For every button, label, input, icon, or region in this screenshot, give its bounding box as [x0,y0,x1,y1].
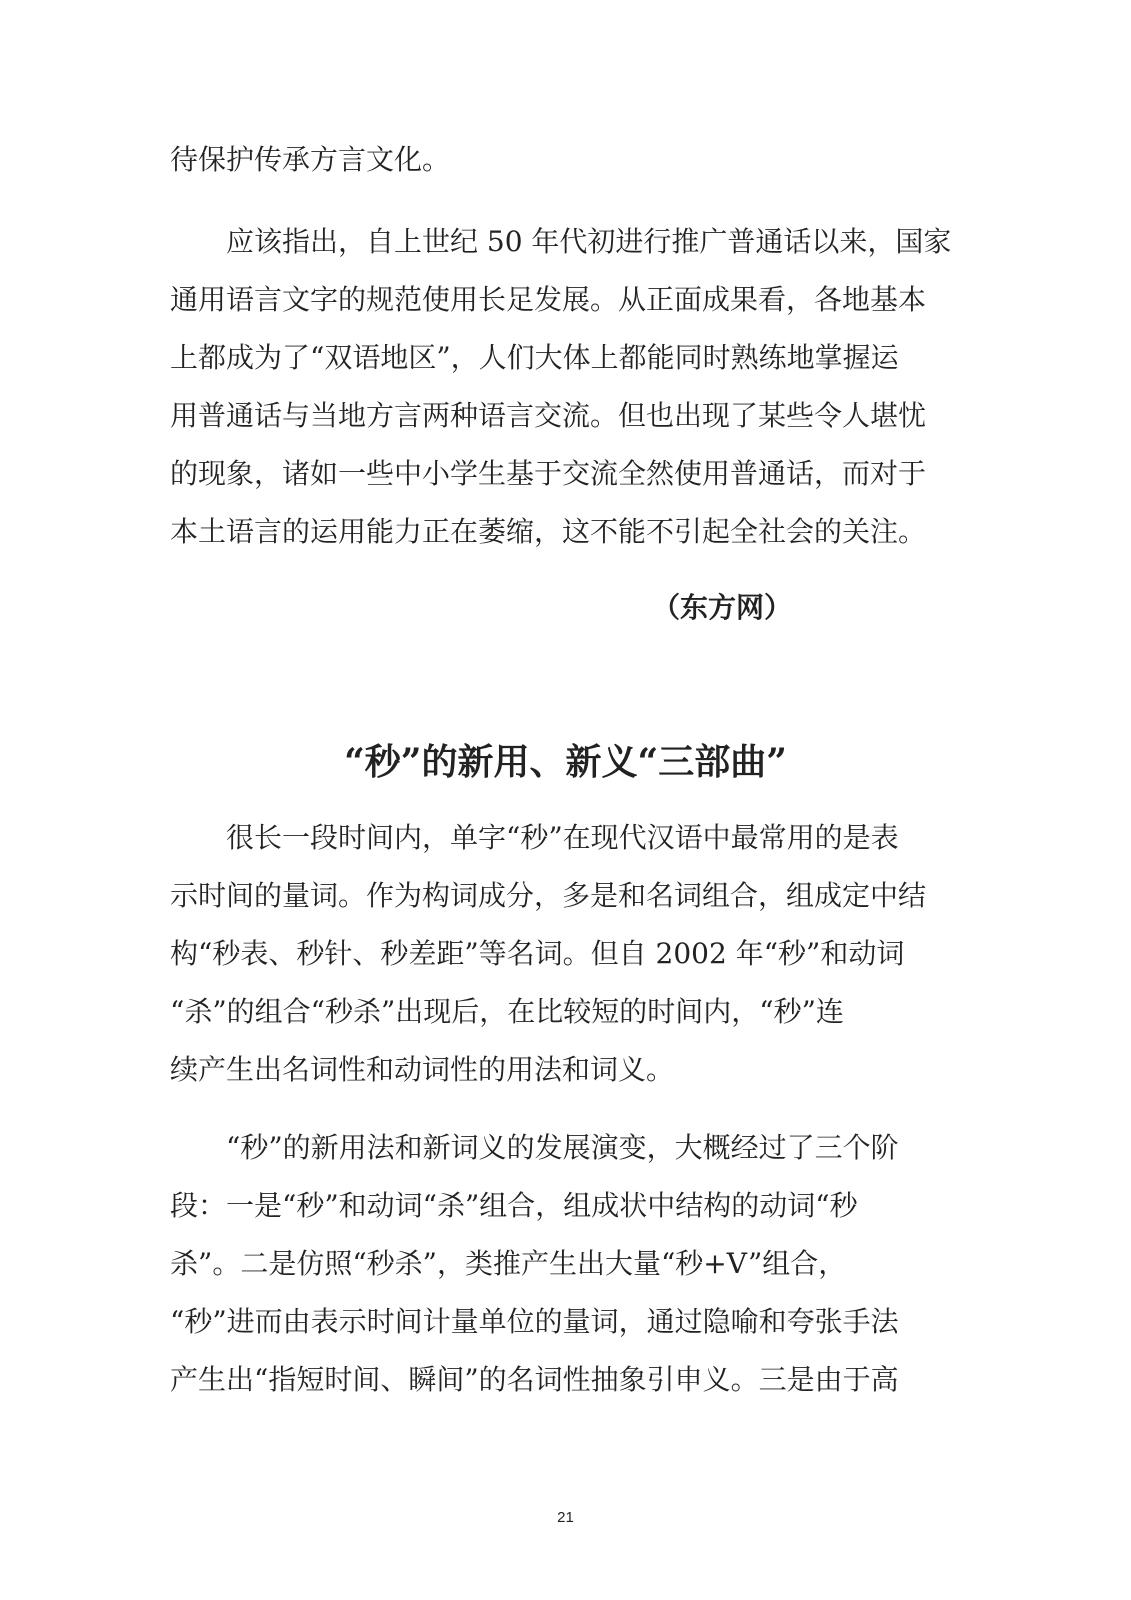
paragraph-line: 通用语言文字的规范使用长足发展。从正面成果看，各地基本 [170,283,927,316]
paragraph-line: 用普通话与当地方言两种语言交流。但也出现了某些令人堪忧 [170,399,927,432]
paragraph-line: “杀”的组合“秒杀”出现后，在比较短的时间内，“秒”连 [170,995,844,1028]
paragraph-line: 本土语言的运用能力正在萎缩，这不能不引起全社会的关注。 [170,515,927,548]
paragraph-line: 上都成为了“双语地区”，人们大体上都能同时熟练地掌握运 [170,341,899,374]
paragraph-line: 产生出“指短时间、瞬间”的名词性抽象引申义。三是由于高 [170,1363,899,1396]
paragraph-line: “秒”的新用法和新词义的发展演变，大概经过了三个阶 [170,1131,899,1164]
paragraph-line: 段：一是“秒”和动词“杀”组合，组成状中结构的动词“秒 [170,1189,858,1222]
page-number: 21 [557,1509,574,1526]
paragraph-line: 待保护传承方言文化。 [170,143,451,176]
article-source: （东方网） [652,591,793,624]
paragraph-line: 续产生出名词性和动词性的用法和词义。 [170,1053,675,1086]
paragraph-line: 杀”。二是仿照“秒杀”，类推产生出大量“秒+V”组合， [170,1247,847,1280]
paragraph-line: 应该指出，自上世纪 50 年代初进行推广普通话以来，国家 [170,225,952,258]
paragraph-line: 构“秒表、秒针、秒差距”等名词。但自 2002 年“秒”和动词 [170,937,905,970]
paragraph-line: 的现象，诸如一些中小学生基于交流全然使用普通话，而对于 [170,457,927,490]
paragraph-line: 示时间的量词。作为构词成分，多是和名词组合，组成定中结 [170,879,927,912]
paragraph-line: 很长一段时间内，单字“秒”在现代汉语中最常用的是表 [170,821,899,854]
paragraph-line: “秒”进而由表示时间计量单位的量词，通过隐喻和夸张手法 [170,1305,899,1338]
article-title: “秒”的新用、新义“三部曲” [344,741,787,783]
